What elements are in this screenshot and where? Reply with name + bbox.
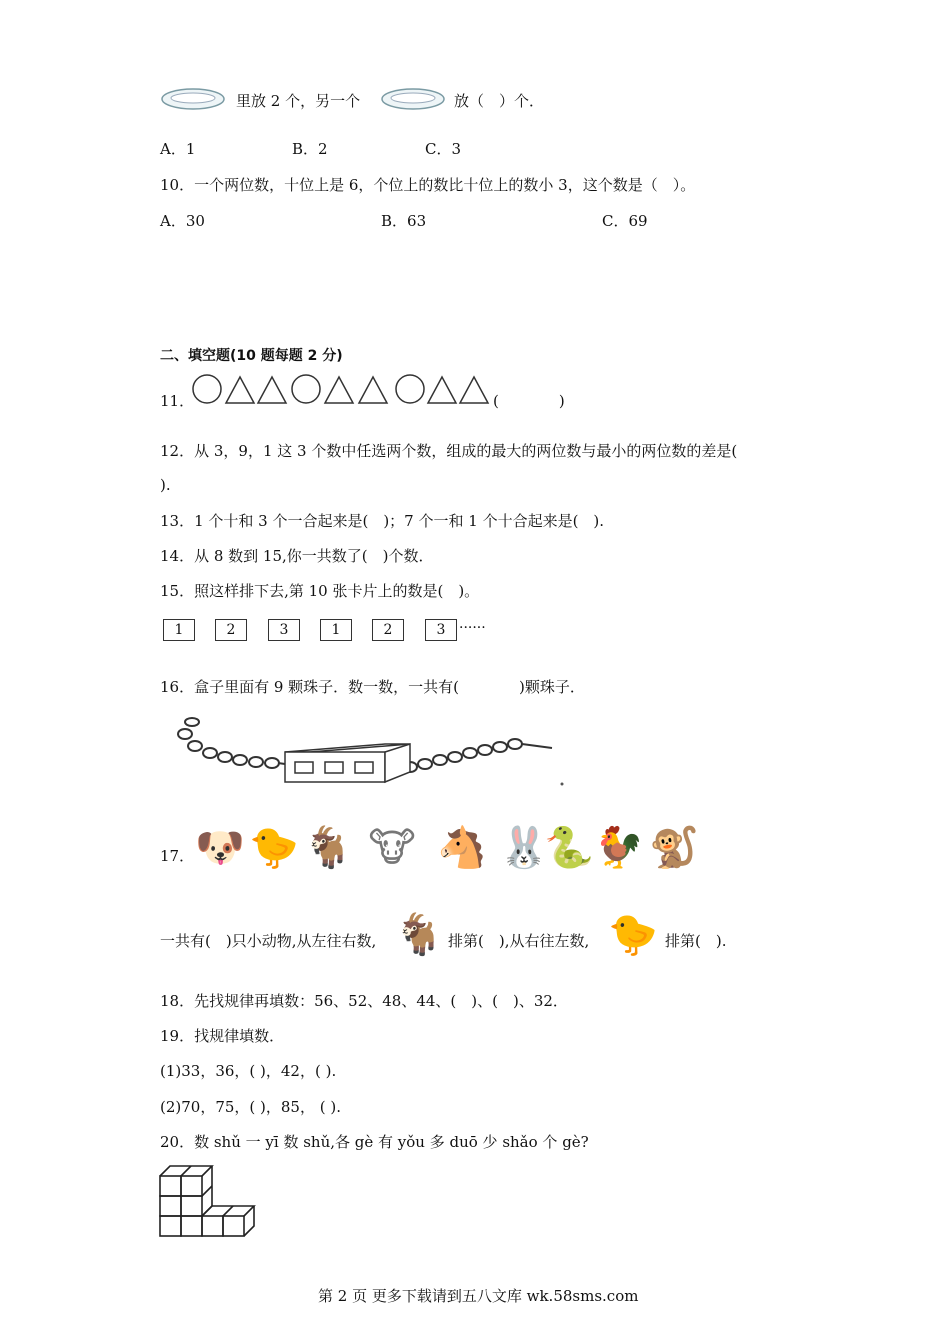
q9-option-b[interactable]: B．2 <box>292 140 328 158</box>
q10-option-c[interactable]: C．69 <box>602 212 648 230</box>
q17-text-3: 排第( ). <box>665 932 727 950</box>
bead-chain-box-figure <box>170 712 570 792</box>
number-card: 3 <box>425 619 457 641</box>
cow-icon: 🐮 <box>368 825 416 871</box>
q17-text-2: 排第( ),从右往左数, <box>448 932 590 950</box>
q14-question: 14．从 8 数到 15,你一共数了( )个数． <box>160 547 434 565</box>
cube-stack-figure <box>158 1160 258 1240</box>
dog-icon: 🐶 <box>195 825 245 871</box>
number-card: 3 <box>268 619 300 641</box>
goat-icon: 🐐 <box>303 825 353 871</box>
q9-text-1: 里放 2 个，另一个 <box>236 92 361 110</box>
q11-label: 11． <box>160 392 195 410</box>
number-card: 2 <box>372 619 404 641</box>
snake-icon: 🐍 <box>544 825 594 871</box>
number-card: 2 <box>215 619 247 641</box>
monkey-icon: 🐒 <box>649 825 699 871</box>
q15-question: 15．照这样排下去,第 10 张卡片上的数是( )。 <box>160 582 480 600</box>
q10-option-b[interactable]: B．63 <box>381 212 427 230</box>
q20-question: 20．数 shǔ 一 yī 数 shǔ,各 gè 有 yǒu 多 duō 少 shǎo 个 gè? <box>160 1133 589 1151</box>
section-heading: 二、填空题(10 题每题 2 分) <box>160 348 343 364</box>
q19-title: 19．找规律填数． <box>160 1027 285 1045</box>
q12-line-2: ). <box>160 476 171 494</box>
number-card: 1 <box>163 619 195 641</box>
horse-icon: 🐴 <box>437 825 487 871</box>
q10-option-a[interactable]: A．30 <box>160 212 205 230</box>
plate-icon <box>380 86 446 112</box>
q19-part-1: (1)33，36，( )，42，( ). <box>160 1062 337 1080</box>
goat-icon: 🐐 <box>394 912 444 958</box>
q9-option-a[interactable]: A．1 <box>160 140 196 158</box>
q12-line-1: 12．从 3，9，1 这 3 个数中任选两个数，组成的最大的两位数与最小的两位数的差是( <box>160 442 738 460</box>
plate-icon <box>160 86 226 112</box>
duck-icon: 🐤 <box>249 825 299 871</box>
q13-question: 13．1 个十和 3 个一合起来是( )；7 个一和 1 个十合起来是( ). <box>160 512 605 530</box>
continuation-dots: ······ <box>459 620 486 636</box>
rabbit-icon: 🐰 <box>499 825 549 871</box>
q9-option-c[interactable]: C．3 <box>425 140 462 158</box>
number-card: 1 <box>320 619 352 641</box>
q18-question: 18．先找规律再填数：56、52、48、44、( )、( )、32． <box>160 992 568 1010</box>
shape-sequence <box>190 374 495 406</box>
q9-text-2: 放（ ）个． <box>454 92 545 110</box>
q11-answer-blank[interactable]: ( ) <box>493 392 565 410</box>
page-footer: 第 2 页 更多下载请到五八文库 wk.58sms.com <box>318 1287 639 1305</box>
q17-text-1: 一共有( )只小动物,从左往右数, <box>160 932 377 950</box>
q10-question: 10．一个两位数，十位上是 6，个位上的数比十位上的数小 3，这个数是（ ）。 <box>160 176 696 194</box>
duck-icon: 🐤 <box>608 912 658 958</box>
q19-part-2: (2)70，75，( )，85， ( ). <box>160 1098 341 1116</box>
q17-label: 17． <box>160 847 195 865</box>
q16-question: 16．盒子里面有 9 颗珠子．数一数，一共有( )颗珠子． <box>160 678 585 696</box>
rooster-icon: 🐓 <box>594 825 644 871</box>
